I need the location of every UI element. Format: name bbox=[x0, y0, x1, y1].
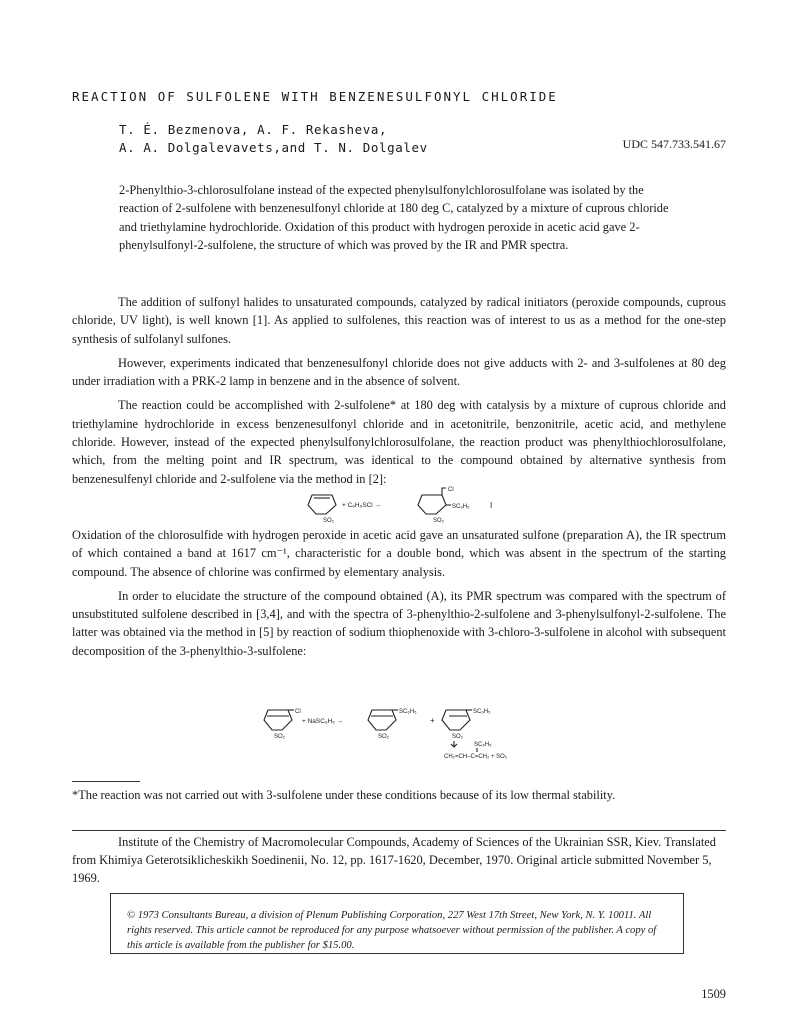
footnote-rule bbox=[72, 781, 140, 782]
paragraph-4: Oxidation of the chlorosulfide with hydrogen peroxide in acetic acid gave an unsaturated sulfone (preparation A), the IR spectrum of which contained a band at 1617 cm⁻¹, characteristic for a double bond, which was absent in the spectrum of the starting compound. The absence of chlorine was confirmed by elementary analysis. bbox=[72, 528, 726, 579]
paragraph-1: The addition of sulfonyl halides to unsaturated compounds, catalyzed by radical initiators (peroxide compounds, cuprous chloride, UV light), is well known [1]. As applied to sulfolenes, this reaction was of interest to us as a method for the one-step synthesis of sulfolanyl sulfones. bbox=[72, 295, 726, 346]
sc6h5-label: SC₆H₅ bbox=[452, 504, 470, 510]
paragraph-2: However, experiments indicated that benzenesulfonyl chloride does not give adducts with 2- and 3-sulfolenes at 80 deg under irradiation with a PRK-2 lamp in benzene and in the absence of solvent. bbox=[72, 355, 726, 389]
authors-line-1: T. É. Bezmenova, A. F. Rekasheva, bbox=[119, 122, 388, 137]
copyright-box bbox=[110, 893, 684, 954]
so2-label: SO₂ bbox=[378, 734, 389, 740]
abstract-text: 2-Phenylthio-3-chlorosulfolane instead of the expected phenylsulfonylchlorosulfolane was isolated by the reaction of 2-sulfolene with benzenesulfonyl chloride at 180 deg C, catalyzed by a mixture of cuprous chloride and triethylamine hydrochloride. Oxidation of this product with hydrogen peroxide in acetic acid gave 2-phenylsulfonyl-2-sulfolene, the structure of which was proved by the IR and PMR spectra. bbox=[119, 183, 669, 252]
so2-label: SO₂ bbox=[452, 734, 463, 740]
abstract bbox=[119, 181, 684, 254]
paragraph-3: The reaction could be accomplished with 2-sulfolene* at 180 deg with catalysis by a mixture of cuprous chloride and triethylamine hydrochloride in excess benzenesulfonyl chloride and in acetonitrile, benzonitrile, acetic acid, and methylene chloride. However, instead of the expected phenylsulfonylchlorosulfolane, the reaction product was phenylthiochlorosulfolane, which, from the melting point and IR spectrum, was identical to the compound obtained by alternative synthesis from benzenesulfenyl chloride and 2-sulfolene via the method in [2]: bbox=[72, 398, 726, 486]
authors bbox=[119, 121, 428, 157]
plus-sign: + bbox=[430, 716, 435, 725]
sc6h5-label: SC₆H₅ bbox=[399, 709, 417, 715]
page-number: 1509 bbox=[701, 987, 726, 1001]
affiliation-rule bbox=[72, 830, 726, 831]
reaction-scheme-2 bbox=[258, 699, 558, 765]
chlorosulfolene-ring bbox=[264, 709, 301, 740]
udc-code: UDC 547.733.541.67 bbox=[622, 137, 726, 151]
thio-sulfolene-ring bbox=[368, 709, 417, 740]
paragraph-5: In order to elucidate the structure of the compound obtained (A), its PMR spectrum was compared with the spectrum of unsubstituted sulfolene described in [3,4], and with the spectra of 3-phenylthio-2-sulfolene and 3-phenylsulfonyl-2-sulfolene. The latter was obtained via the method in [5] by reaction of sodium thiophenoxide with 3-chloro-3-sulfolene in alcohol with subsequent decomposition of the 3-phenylthio-3-sulfolene: bbox=[72, 588, 726, 658]
diene-product: CH₂=CH–C=CH₂ + SO₂ bbox=[444, 754, 508, 760]
cl-label: Cl bbox=[448, 487, 454, 493]
sulfolene-ring bbox=[308, 495, 336, 524]
reaction-scheme-1 bbox=[300, 484, 510, 524]
compound-number: I bbox=[490, 501, 493, 510]
body-section-2 bbox=[72, 526, 726, 660]
affiliation: Institute of the Chemistry of Macromolecular Compounds, Academy of Sciences of the Ukrainian SSR, Kiev. Translated from Khimiya Geterotsiklicheskikh Soedinenii, No. 12, pp. 1617-1620, December, 1970. Original article submitted November 5, 1969. bbox=[72, 835, 716, 885]
cl-label: Cl bbox=[295, 709, 301, 715]
so2-label: SO₂ bbox=[274, 734, 285, 740]
authors-line-2: A. A. Dolgalevavets,and T. N. Dolgalev bbox=[119, 140, 428, 155]
scheme1-reagent: + C₆H₅SCl → bbox=[342, 502, 382, 509]
footnote: *The reaction was not carried out with 3-sulfolene under these conditions because of its low thermal stability. bbox=[72, 788, 616, 802]
scheme2-reagent: + NaSC₆H₅ → bbox=[302, 718, 344, 725]
body-section-1 bbox=[72, 293, 726, 488]
so2-label: SO₂ bbox=[433, 518, 444, 524]
so2-label: SO₂ bbox=[323, 518, 334, 524]
copyright-text: © 1973 Consultants Bureau, a division of Plenum Publishing Corporation, 227 West 17th Street, New York, N. Y. 10011. All rights reserved. This article cannot be reproduced for any purpose whatsoever without permission of the publisher. A copy of this article is available from the publisher for $15.00. bbox=[127, 910, 657, 951]
product-ring bbox=[418, 487, 470, 524]
sc6h5-label: SC₆H₅ bbox=[473, 709, 491, 715]
sc6h5-label: SC₆H₅ bbox=[474, 742, 492, 748]
article-title: REACTION OF SULFOLENE WITH BENZENESULFONYL CHLORIDE bbox=[72, 89, 558, 104]
